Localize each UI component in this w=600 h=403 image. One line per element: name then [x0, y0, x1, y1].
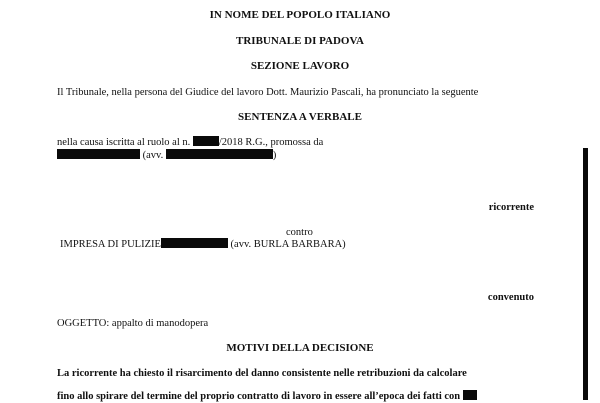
defendant-suffix: (avv. BURLA BARBARA)	[227, 239, 346, 250]
redaction-plaintiff-lawyer	[166, 149, 273, 159]
plaintiff-lawyer-close: )	[272, 150, 277, 161]
plaintiff-lawyer-open: (avv.	[140, 150, 166, 161]
plaintiff-line	[57, 149, 276, 162]
body-line-2	[57, 390, 477, 403]
oggetto-text: OGGETTO: appalto di manodopera	[57, 318, 209, 329]
convenuto-label: convenuto	[487, 292, 534, 303]
intro-text: Il Tribunale, nella persona del Giudice del lavoro Dott. Maurizio Pascali, ha pronunciato la seguente	[57, 87, 479, 98]
body-line-2-text: fino allo spirare del termine del proprio contratto di lavoro in essere all’epoca dei fatti con	[57, 391, 461, 402]
motivi-title: MOTIVI DELLA DECISIONE	[226, 342, 374, 354]
defendant-line	[60, 238, 346, 251]
case-text-part1: nella causa iscritta al ruolo al n.	[57, 137, 193, 148]
margin-bar	[583, 148, 588, 400]
case-line	[57, 136, 323, 149]
ricorrente-label: ricorrente	[488, 202, 534, 213]
header-line-2: TRIBUNALE DI PADOVA	[236, 35, 364, 47]
body-line-1: La ricorrente ha chiesto il risarcimento del danno consistente nelle retribuzioni da calcolare	[57, 368, 467, 379]
redaction-case-number	[193, 136, 219, 146]
defendant-prefix: IMPRESA DI PULIZIE	[60, 239, 161, 250]
sentence-title: SENTENZA A VERBALE	[238, 111, 362, 123]
redaction-defendant-name	[161, 238, 228, 248]
header-line-3: SEZIONE LAVORO	[250, 60, 350, 72]
redaction-body-end	[463, 390, 477, 400]
redaction-plaintiff-name	[57, 149, 140, 159]
contro-label: contro	[286, 227, 313, 238]
case-text-part2: /2018 R.G., promossa da	[218, 137, 324, 148]
header-line-1: IN NOME DEL POPOLO ITALIANO	[209, 9, 391, 21]
